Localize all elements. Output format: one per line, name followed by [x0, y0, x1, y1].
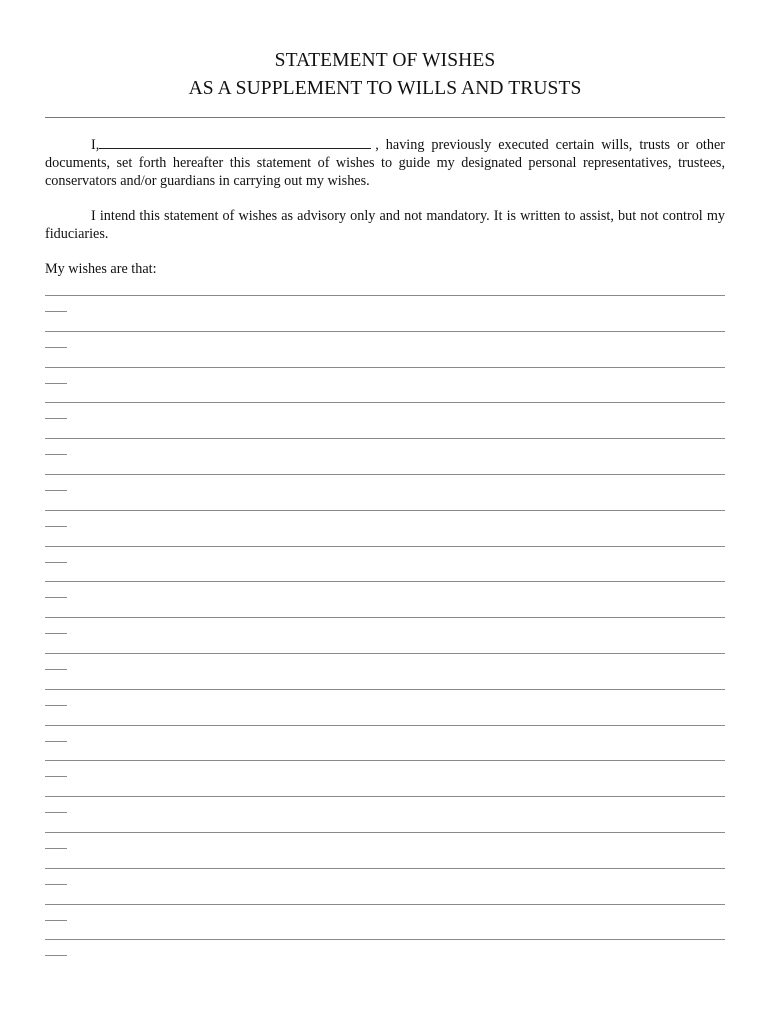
writing-line[interactable] — [45, 796, 725, 832]
intro-paragraph — [45, 136, 725, 190]
writing-line-dash — [45, 562, 67, 563]
document-title-line-2: AS A SUPPLEMENT TO WILLS AND TRUSTS — [188, 78, 582, 99]
writing-line[interactable] — [45, 653, 725, 689]
writing-line-rule — [45, 367, 725, 368]
writing-line-dash — [45, 383, 67, 384]
wishes-label: My wishes are that: — [45, 261, 157, 277]
writing-line[interactable] — [45, 510, 725, 546]
writing-line-rule — [45, 617, 725, 618]
writing-line-dash — [45, 633, 67, 634]
writing-line[interactable] — [45, 904, 725, 940]
writing-line-rule — [45, 331, 725, 332]
writing-line-rule — [45, 474, 725, 475]
writing-line-rule — [45, 402, 725, 403]
writing-line-dash — [45, 311, 67, 312]
writing-line-dash — [45, 848, 67, 849]
writing-line-rule — [45, 725, 725, 726]
writing-line[interactable] — [45, 402, 725, 438]
writing-line-dash — [45, 347, 67, 348]
writing-line-dash — [45, 454, 67, 455]
writing-line-dash — [45, 955, 67, 956]
writing-line-rule — [45, 832, 725, 833]
intro-prefix: I, — [91, 137, 100, 153]
writing-line-rule — [45, 438, 725, 439]
writing-line-dash — [45, 920, 67, 921]
writing-line-rule — [45, 939, 725, 940]
writing-line[interactable] — [45, 939, 725, 975]
writing-line-dash — [45, 597, 67, 598]
writing-line-dash — [45, 669, 67, 670]
writing-line[interactable] — [45, 581, 725, 617]
writing-line-rule — [45, 868, 725, 869]
writing-line-dash — [45, 418, 67, 419]
writing-line-dash — [45, 812, 67, 813]
writing-line[interactable] — [45, 367, 725, 403]
writing-line-dash — [45, 705, 67, 706]
writing-line-dash — [45, 884, 67, 885]
writing-line-dash — [45, 741, 67, 742]
writing-line[interactable] — [45, 546, 725, 582]
writing-line-dash — [45, 526, 67, 527]
document-title-line-1: STATEMENT OF WISHES — [274, 50, 496, 71]
writing-line[interactable] — [45, 474, 725, 510]
title-divider — [45, 117, 725, 118]
writing-line-rule — [45, 546, 725, 547]
writing-line-rule — [45, 796, 725, 797]
writing-line[interactable] — [45, 331, 725, 367]
writing-line-dash — [45, 776, 67, 777]
writing-line-rule — [45, 581, 725, 582]
advisory-text: I intend this statement of wishes as advisory only and not mandatory. It is written to assist, but not control my fiduciaries. — [45, 208, 725, 242]
wishes-label-paragraph — [45, 260, 725, 278]
writing-line-rule — [45, 689, 725, 690]
advisory-paragraph — [45, 207, 725, 243]
writing-line-rule — [45, 653, 725, 654]
name-blank-field[interactable] — [99, 136, 371, 149]
writing-line[interactable] — [45, 617, 725, 653]
writing-line[interactable] — [45, 438, 725, 474]
writing-line[interactable] — [45, 760, 725, 796]
writing-line[interactable] — [45, 725, 725, 761]
writing-line[interactable] — [45, 868, 725, 904]
writing-line[interactable] — [45, 832, 725, 868]
intro-text: , having previously executed certain wills, trusts or other documents, set forth hereafter this statement of wishes to guide my designated personal representatives, trustees, conservators and/or guardians in carrying out my wishes. — [45, 137, 725, 189]
writing-line[interactable] — [45, 295, 725, 331]
writing-line-rule — [45, 295, 725, 296]
writing-line[interactable] — [45, 689, 725, 725]
writing-line-rule — [45, 760, 725, 761]
writing-line-rule — [45, 904, 725, 905]
writing-line-dash — [45, 490, 67, 491]
writing-line-rule — [45, 510, 725, 511]
